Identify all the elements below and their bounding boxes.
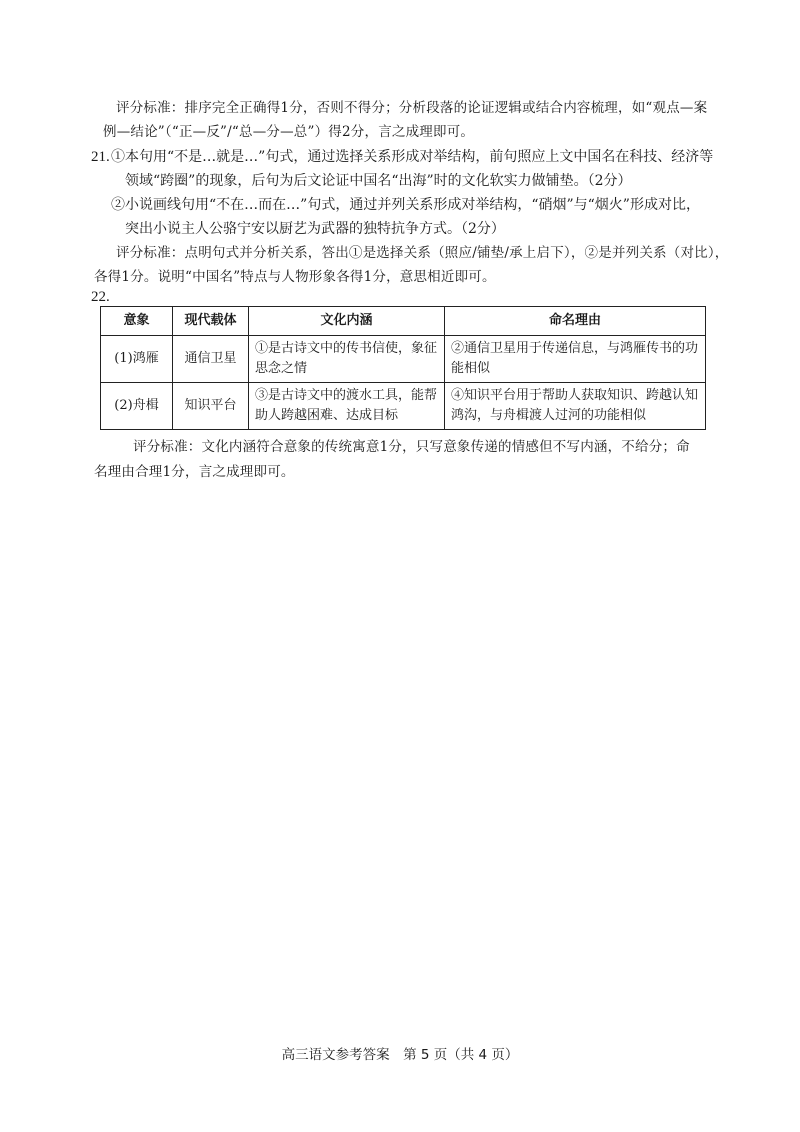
table-row — [101, 383, 706, 430]
cell-meaning: ①是古诗文中的传书信使，象征思念之情 — [249, 336, 445, 383]
cell-reason: ④知识平台用于帮助人获取知识、跨越认知鸿沟，与舟楫渡人过河的功能相似 — [445, 383, 706, 430]
scoring-line-1: 评分标准：排序完全正确得1分，否则不得分；分析段落的论证逻辑或结合内容梳理，如“观点—案 — [116, 100, 708, 116]
question-22-number: 22. — [91, 289, 110, 305]
header-modern-carrier: 现代载体 — [173, 307, 249, 336]
question-21-number: 21. — [91, 149, 110, 165]
header-imagery: 意象 — [101, 307, 173, 336]
q21-scoring-line-1: 评分标准：点明句式并分析关系，答出①是选择关系（照应/铺垫/承上启下），②是并列关系（对比）， — [116, 245, 729, 261]
q22-scoring-line-1: 评分标准：文化内涵符合意象的传统寓意1分，只写意象传递的情感但不写内涵，不给分；命 — [133, 439, 690, 455]
cell-meaning: ③是古诗文中的渡水工具，能帮助人跨越困难、达成目标 — [249, 383, 445, 430]
q21-answer-1-line-2: 领域“跨圈”的现象，后句为后文论证中国名“出海”时的文化软实力做铺垫。（2分） — [125, 173, 632, 189]
page-footer: 高三语文参考答案 第 5 页（共 4 页） — [281, 1047, 519, 1063]
table-row — [101, 336, 706, 383]
cell-reason: ②通信卫星用于传递信息，与鸿雁传书的功能相似 — [445, 336, 706, 383]
header-cultural-meaning: 文化内涵 — [249, 307, 445, 336]
q21-answer-2-line-2: 突出小说主人公骆宁安以厨艺为武器的独特抗争方式。（2分） — [125, 221, 505, 237]
cell-imagery: (2)舟楫 — [101, 383, 173, 430]
table-header-row — [101, 307, 706, 336]
cell-carrier: 通信卫星 — [173, 336, 249, 383]
q22-scoring-line-2: 名理由合理1分，言之成理即可。 — [94, 464, 295, 480]
imagery-table — [100, 306, 706, 430]
scoring-line-2: 例—结论”（“正—反”/“总—分—总”）得2分，言之成理即可。 — [103, 124, 475, 140]
cell-imagery: (1)鸿雁 — [101, 336, 173, 383]
cell-carrier: 知识平台 — [173, 383, 249, 430]
q21-scoring-line-2: 各得1分。说明“中国名”特点与人物形象各得1分，意思相近即可。 — [94, 269, 496, 285]
q21-answer-1-line-1: ①本句用“不是…就是…”句式，通过选择关系形成对举结构，前句照应上文中国名在科技、经济等 — [111, 149, 714, 165]
q21-answer-2-line-1: ②小说画线句用“不在…而在…”句式，通过并列关系形成对举结构，“硝烟”与“烟火”形成对比， — [111, 197, 700, 213]
header-naming-reason: 命名理由 — [445, 307, 706, 336]
